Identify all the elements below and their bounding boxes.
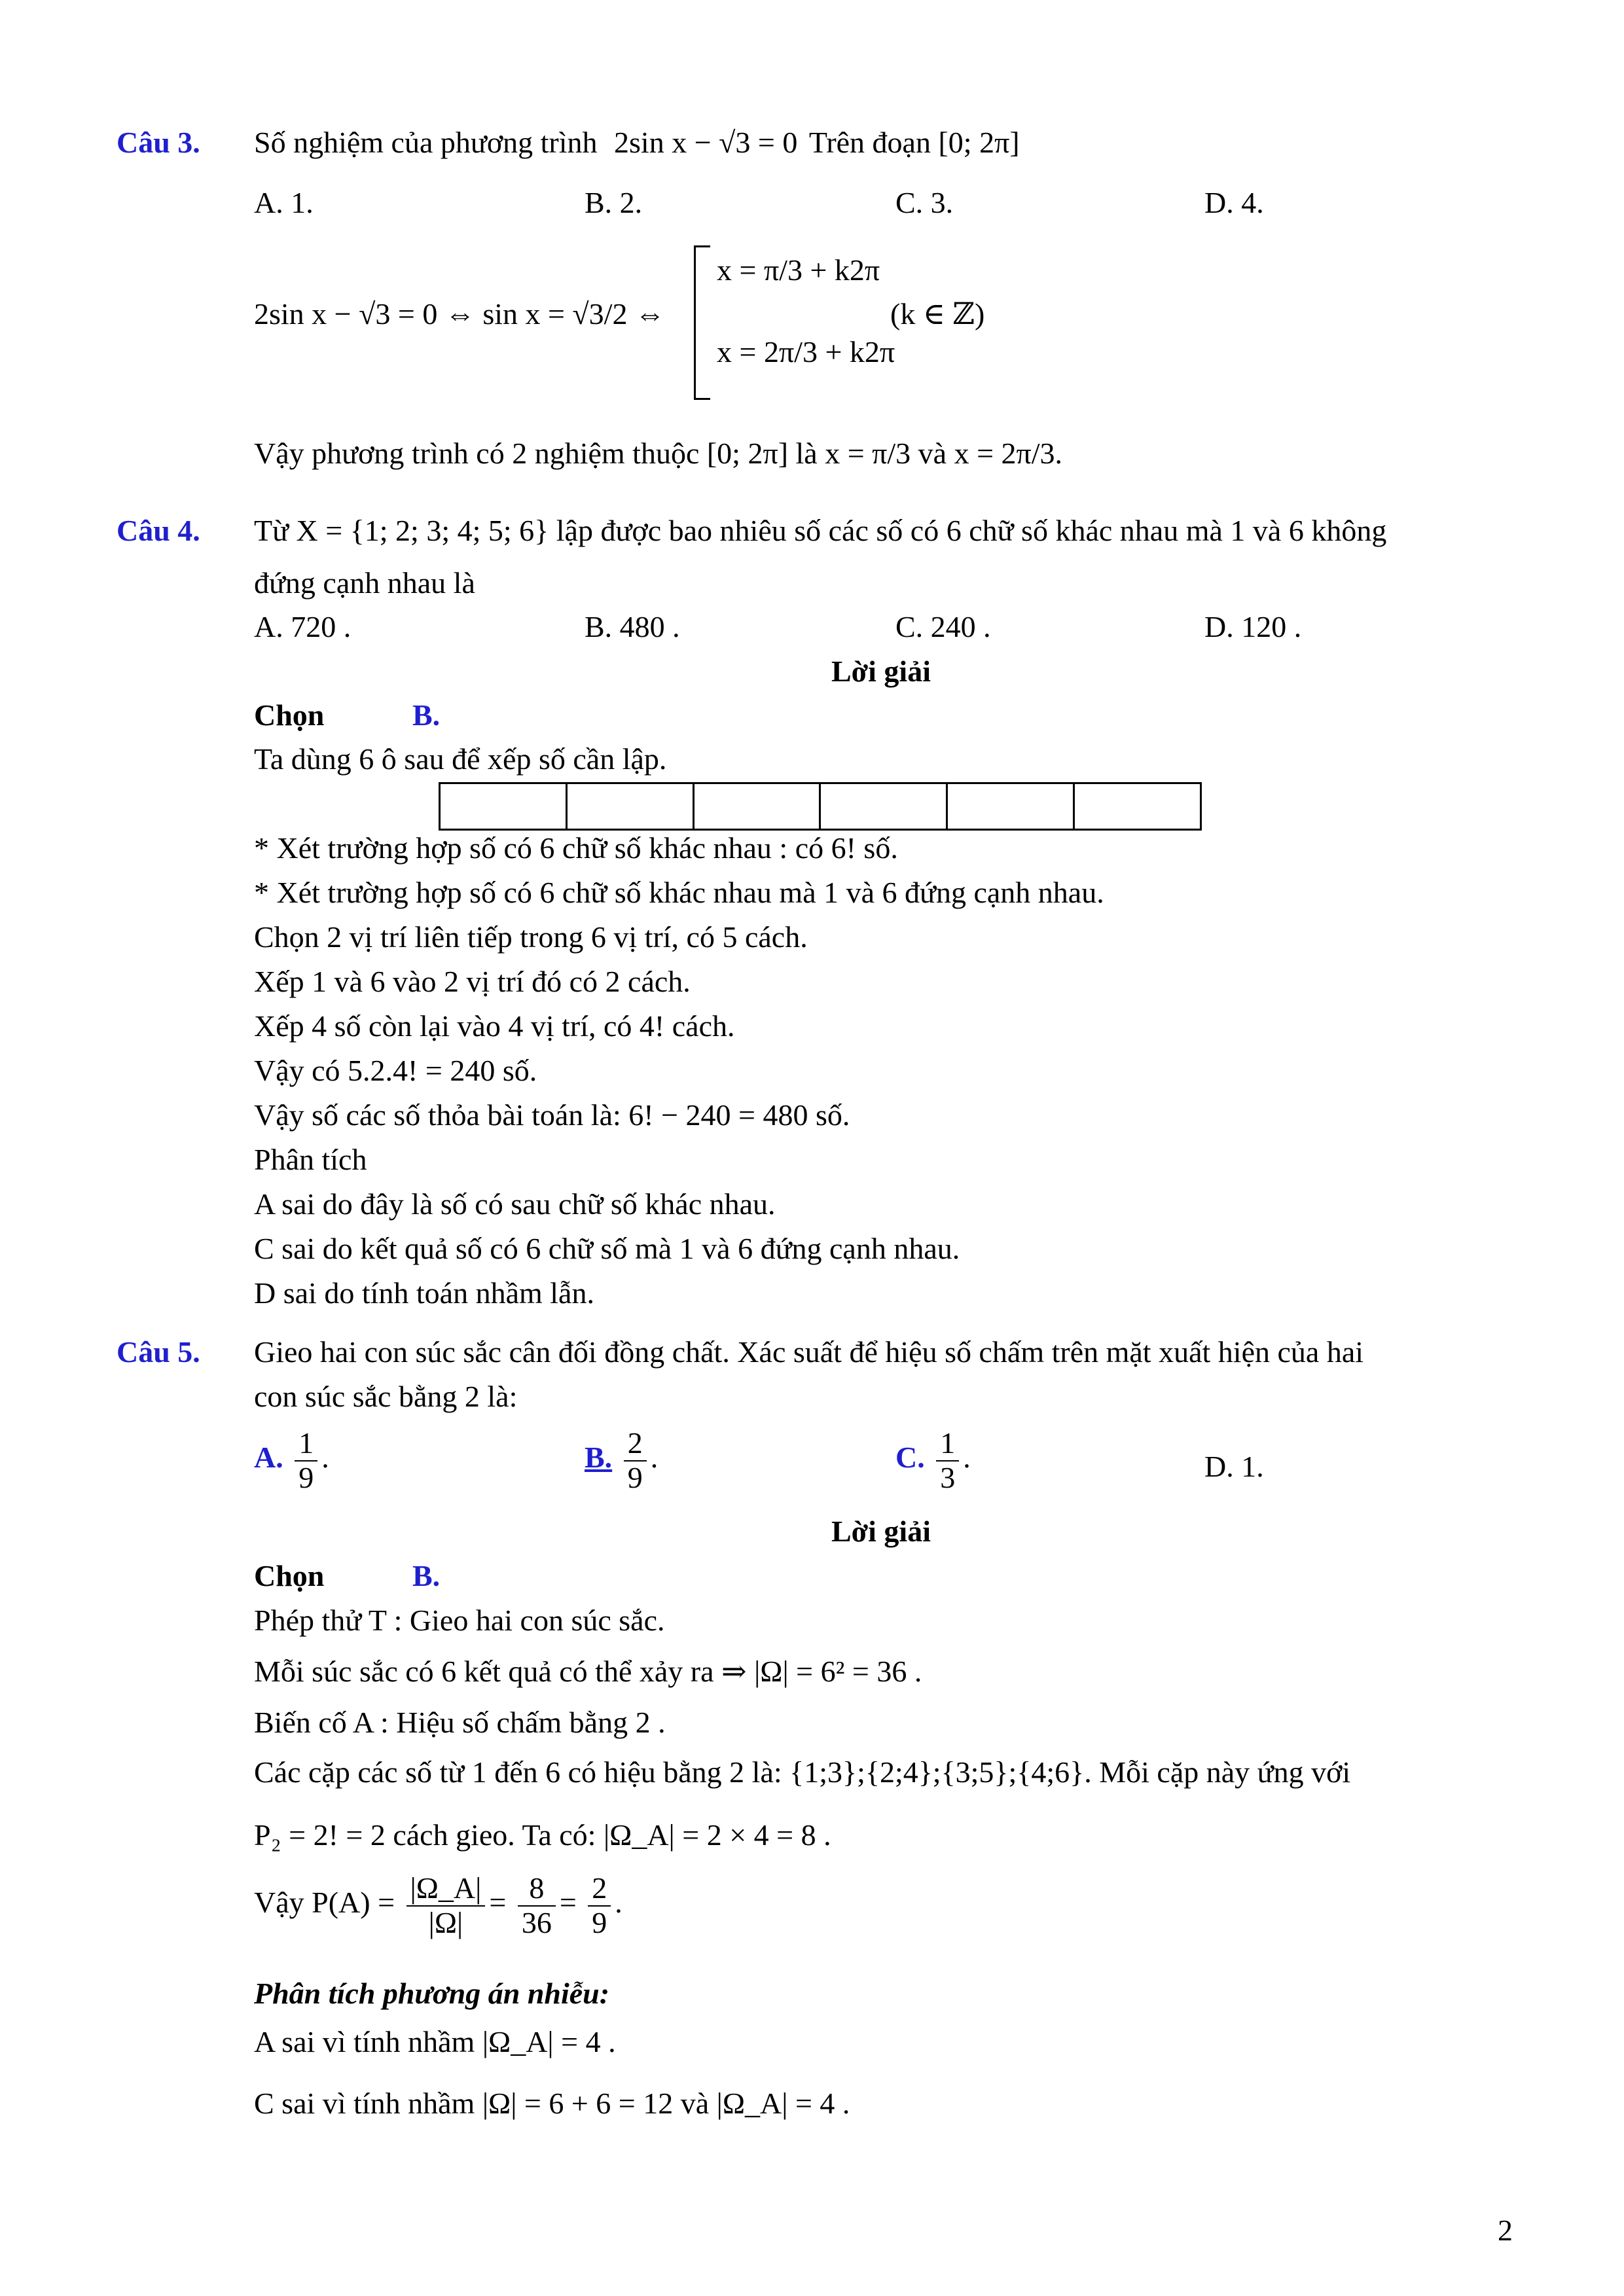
q5-line-2: Biến cố A : Hiệu số chấm bằng 2 . [254, 1706, 666, 1739]
q5-option-d: D. 1. [1204, 1450, 1264, 1483]
q3-stem: Số nghiệm của phương trình 2sin x − √3 = 0 Trên đoạn [0; 2π] [254, 126, 1020, 159]
q5-line-0: Phép thử T : Gieo hai con súc sắc. [254, 1604, 665, 1637]
q4-option-a: A. 720 . [254, 610, 352, 643]
q4-option-b: B. 480 . [585, 610, 680, 643]
q3-conclusion: Vậy phương trình có 2 nghiệm thuộc [0; 2π] là x = π/3 và x = 2π/3. [254, 437, 1063, 470]
q4-line-6: Vậy có 5.2.4! = 240 số. [254, 1054, 537, 1087]
q5-line-3: Các cặp các số từ 1 đến 6 có hiệu bằng 2 là: {1;3};{2;4};{3;5};{4;6}. Mỗi cặp này ứng với [254, 1755, 1351, 1789]
q4-label: Câu 4. [117, 514, 200, 547]
q4-chon-value: B. [412, 698, 441, 732]
q3-option-b: B. 2. [585, 186, 643, 219]
q4-solution-title: Lời giải [831, 655, 931, 688]
page-number: 2 [1498, 2214, 1513, 2247]
q5-analysis-c: C sai vì tính nhầm |Ω| = 6 + 6 = 12 và |Ω_A| = 4 . [254, 2087, 850, 2120]
q5-option-b: B. $\frac{2}{9}$ . [585, 1426, 659, 1494]
q3-case-2: x = 2π/3 + k2π [717, 335, 895, 368]
q3-option-d: D. 4. [1204, 186, 1264, 219]
q5-analysis-a: A sai vì tính nhầm |Ω_A| = 4 . [254, 2025, 616, 2058]
q5-option-a: A. $\frac{1}{9}$ . [254, 1426, 329, 1494]
q5-label: Câu 5. [117, 1335, 200, 1369]
q5-line-4: P₂ = 2! = 2 cách gieo. Ta có: |Ω_A| = 2 × 4 = 8 . [254, 1818, 831, 1852]
q4-line-0: Ta dùng 6 ô sau để xếp số cần lập. [254, 742, 667, 776]
q4-six-boxes [439, 782, 1202, 831]
q5-option-c: C. $\frac{1}{3}$ . [895, 1426, 971, 1494]
q3-option-c: C. 3. [895, 186, 954, 219]
q4-option-c: C. 240 . [895, 610, 991, 643]
q3-case-1: x = π/3 + k2π [717, 253, 880, 287]
q5-chon: Chọn [254, 1559, 325, 1592]
box [568, 784, 695, 829]
q3-option-a: A. 1. [254, 186, 314, 219]
box [441, 784, 568, 829]
q4-line-5: Xếp 4 số còn lại vào 4 vị trí, có 4! cách. [254, 1009, 735, 1043]
q3-label: Câu 3. [117, 126, 200, 159]
q4-line-2: * Xét trường hợp số có 6 chữ số khác nhau mà 1 và 6 đứng cạnh nhau. [254, 876, 1104, 909]
q4-line-9: A sai do đây là số có sau chữ số khác nhau. [254, 1187, 776, 1221]
q5-stem-line-1: Gieo hai con súc sắc cân đối đồng chất. Xác suất để hiệu số chấm trên mặt xuất hiện của hai [254, 1335, 1364, 1369]
q4-line-10: C sai do kết quả số có 6 chữ số mà 1 và 6 đứng cạnh nhau. [254, 1232, 960, 1265]
q5-line-1: Mỗi súc sắc có 6 kết quả có thể xảy ra ⇒ |Ω| = 6² = 36 . [254, 1655, 922, 1688]
q5-chon-value: B. [412, 1559, 441, 1592]
q4-line-4: Xếp 1 và 6 vào 2 vị trí đó có 2 cách. [254, 965, 691, 998]
q4-line-1: * Xét trường hợp số có 6 chữ số khác nhau : có 6! số. [254, 831, 898, 865]
q3-case-bracket [694, 245, 710, 400]
q4-option-d: D. 120 . [1204, 610, 1302, 643]
box [695, 784, 821, 829]
q4-stem-line-1: Từ X = {1; 2; 3; 4; 5; 6} lập được bao nhiêu số các số có 6 chữ số khác nhau mà 1 và 6 không [254, 514, 1387, 547]
q5-stem-line-2: con súc sắc bằng 2 là: [254, 1380, 518, 1413]
box [948, 784, 1075, 829]
q4-line-8: Phân tích [254, 1143, 367, 1176]
q5-analysis-title: Phân tích phương án nhiễu: [254, 1977, 610, 2010]
q5-solution-title: Lời giải [831, 1515, 931, 1548]
q4-chon: Chọn [254, 698, 325, 732]
q4-line-7: Vậy số các số thỏa bài toán là: 6! − 240 = 480 số. [254, 1098, 850, 1132]
box [821, 784, 948, 829]
q4-line-11: D sai do tính toán nhầm lẫn. [254, 1276, 594, 1310]
q4-line-3: Chọn 2 vị trí liên tiếp trong 6 vị trí, có 5 cách. [254, 920, 808, 954]
box [1075, 784, 1200, 829]
q3-k-condition: (k ∈ ℤ) [890, 297, 985, 331]
q3-solution-equation: 2sin x − √3 = 0 ⇔ sin x = √3/2 ⇔ [254, 297, 665, 331]
q5-probability: Vậy P(A) = $\frac{|\Omega\_A|}{|\Omega|}$ = $\frac{8}{36}$ = $\frac{2}{9}$ . [254, 1871, 623, 1939]
q4-stem-line-2: đứng cạnh nhau là [254, 566, 475, 600]
